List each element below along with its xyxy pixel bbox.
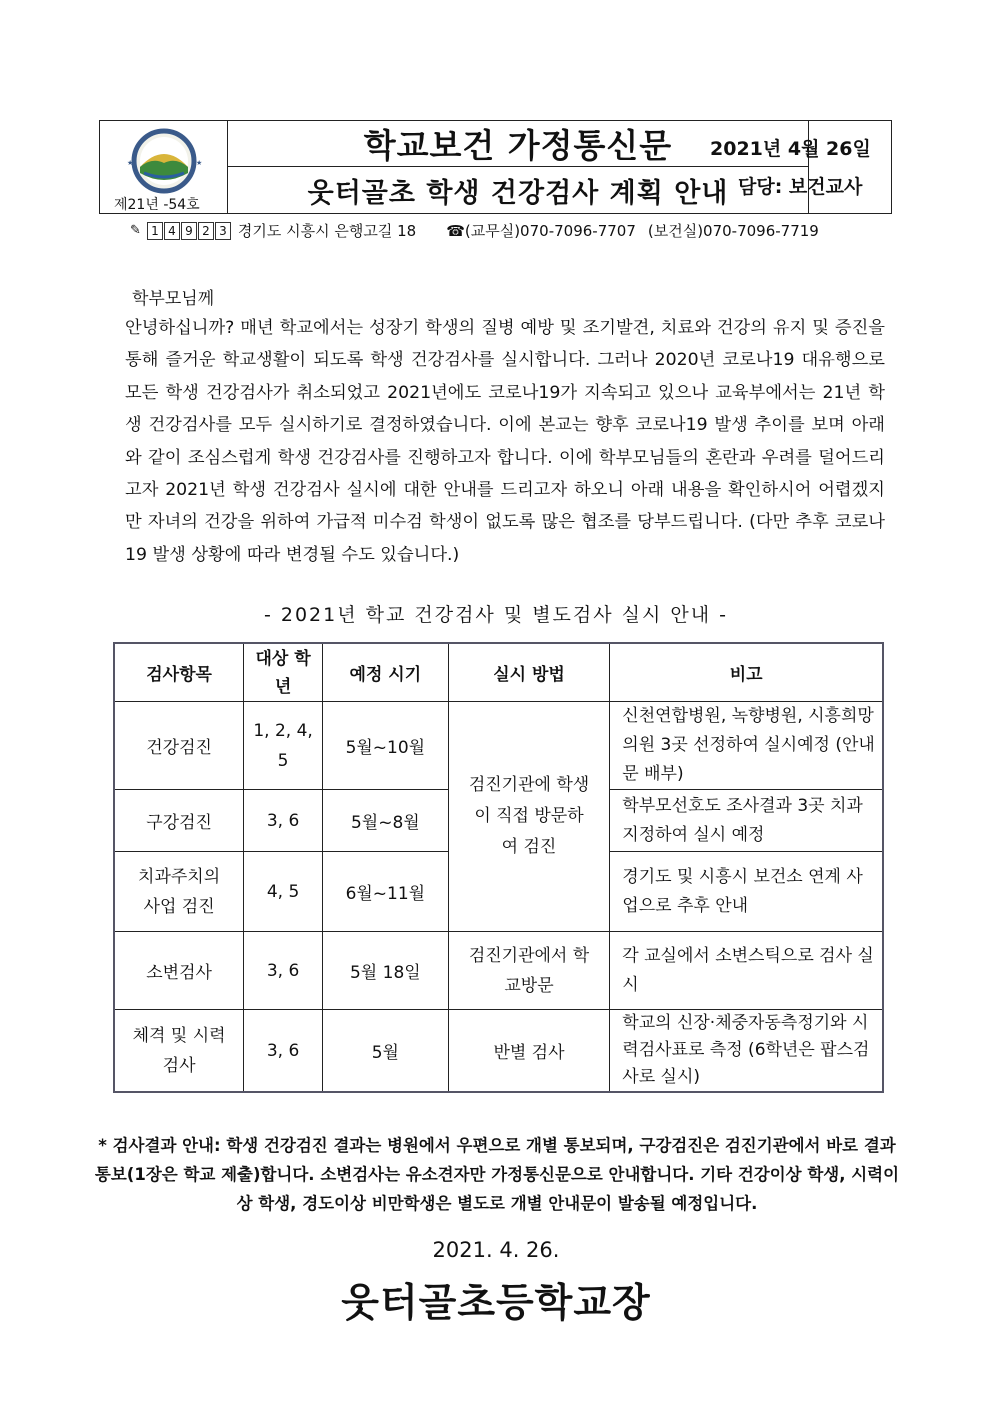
table-row: 구강검진 3, 6 5월~8월 학부모선호도 조사결과 3곳 치과 지정하여 실시 예정 (114, 790, 883, 852)
closing-date: 2021. 4. 26. (432, 1238, 560, 1262)
mail-icon: ✎ (130, 223, 141, 238)
issue-number: 제21년 -54호 (114, 197, 200, 213)
col-header-period: 예정 시기 (322, 643, 448, 702)
postal-code: 1 4 9 2 3 (147, 222, 232, 240)
health-room-phone: (보건실)070-7096-7719 (647, 222, 819, 240)
address-line (130, 220, 819, 241)
col-header-item: 검사항목 (114, 643, 244, 702)
school-emblem-icon (114, 123, 214, 203)
table-header-row (114, 643, 883, 702)
merged-method-cell: 검진기관에 학생이 직접 방문하여 검진 (448, 702, 610, 932)
svg-text:★: ★ (127, 159, 134, 167)
table-title: - 2021년 학교 건강검사 및 별도검사 실시 안내 - (263, 604, 729, 626)
issue-date: 2021년 4월 26일 (710, 138, 871, 160)
page-subtitle: 웃터골초 학생 건강검사 계획 안내 (307, 177, 729, 209)
letter-body: 안녕하십니까? 매년 학교에서는 성장기 학생의 질병 예방 및 조기발견, 치료와 건강의 유지 및 증진을 통해 즐거운 학교생활이 되도록 학생 건강검사를 실시합니다. 그러나 2020년 코로나19 대유행으로 모든 학생 건강검사가 취소되었고 2021년에도 코로나19가 지속되고 있으나 교육부에서는 21년 학생 건강검사를 모두 실시하기로 결정하였습니다. 이에 본교는 향후 코로나19 발생 추이를 보며 아래와 같이 조심스럽게 학생 건강검사를 진행하고자 합니다. 이에 학부모님들의 혼란과 우려를 덜어드리고자 2021년 학생 건강검사 실시에 대한 안내를 드리고자 하오니 아래 내용을 확인하시어 어렵겠지만 자녀의 건강을 위하여 가급적 미수검 학생이 없도록 많은 협조를 당부드립니다. (다만 추후 코로나19 발생 상황에 따라 변경될 수도 있습니다.) (125, 318, 885, 565)
svg-text:★: ★ (196, 159, 203, 167)
table-row: 체격 및 시력 검사 3, 6 5월 반별 검사 학교의 신장·체중자동측정기와 시력검사표로 측정 (6학년은 팝스검사로 실시) (114, 1010, 883, 1093)
office-phone: ☎(교무실)070-7096-7707 (446, 222, 636, 240)
table-row: 치과주치의 사업 검진 4, 5 6월~11월 경기도 및 시흥시 보건소 연계 사업으로 추후 안내 (114, 852, 883, 932)
table-row: 건강검진 1, 2, 4, 5 5월~10월 검진기관에 학생이 직접 방문하여 검진 신천연합병원, 녹향병원, 시흥희망의원 3곳 선정하여 실시예정 (안내문 배부) (114, 702, 883, 790)
principal-signature: 웃터골초등학교장 (341, 1281, 651, 1326)
schedule-table (113, 642, 884, 1093)
col-header-note: 비고 (610, 643, 883, 702)
col-header-method: 실시 방법 (448, 643, 610, 702)
result-notice: * 검사결과 안내: 학생 건강검진 결과는 병원에서 우편으로 개별 통보되며, 구강검진은 검진기관에서 바로 결과 통보(1장은 학교 제출)합니다. 소변검사는 유소견자만 가정통신문으로 안내합니다. 기타 건강이상 학생, 시력이상 학생, 경도이상 비만학생은 별도로 개별 안내문이 발송될 예정입니다. (94, 1136, 900, 1213)
table-row: 소변검사 3, 6 5월 18일 검진기관에서 학교방문 각 교실에서 소변스틱으로 검사 실시 (114, 932, 883, 1010)
col-header-grade: 대상 학년 (244, 643, 323, 702)
person-in-charge: 담당: 보건교사 (738, 176, 863, 198)
page-title: 학교보건 가정통신문 (228, 121, 808, 167)
school-address: 경기도 시흥시 은행고길 18 (237, 222, 417, 240)
salutation: 학부모님께 (132, 289, 215, 309)
